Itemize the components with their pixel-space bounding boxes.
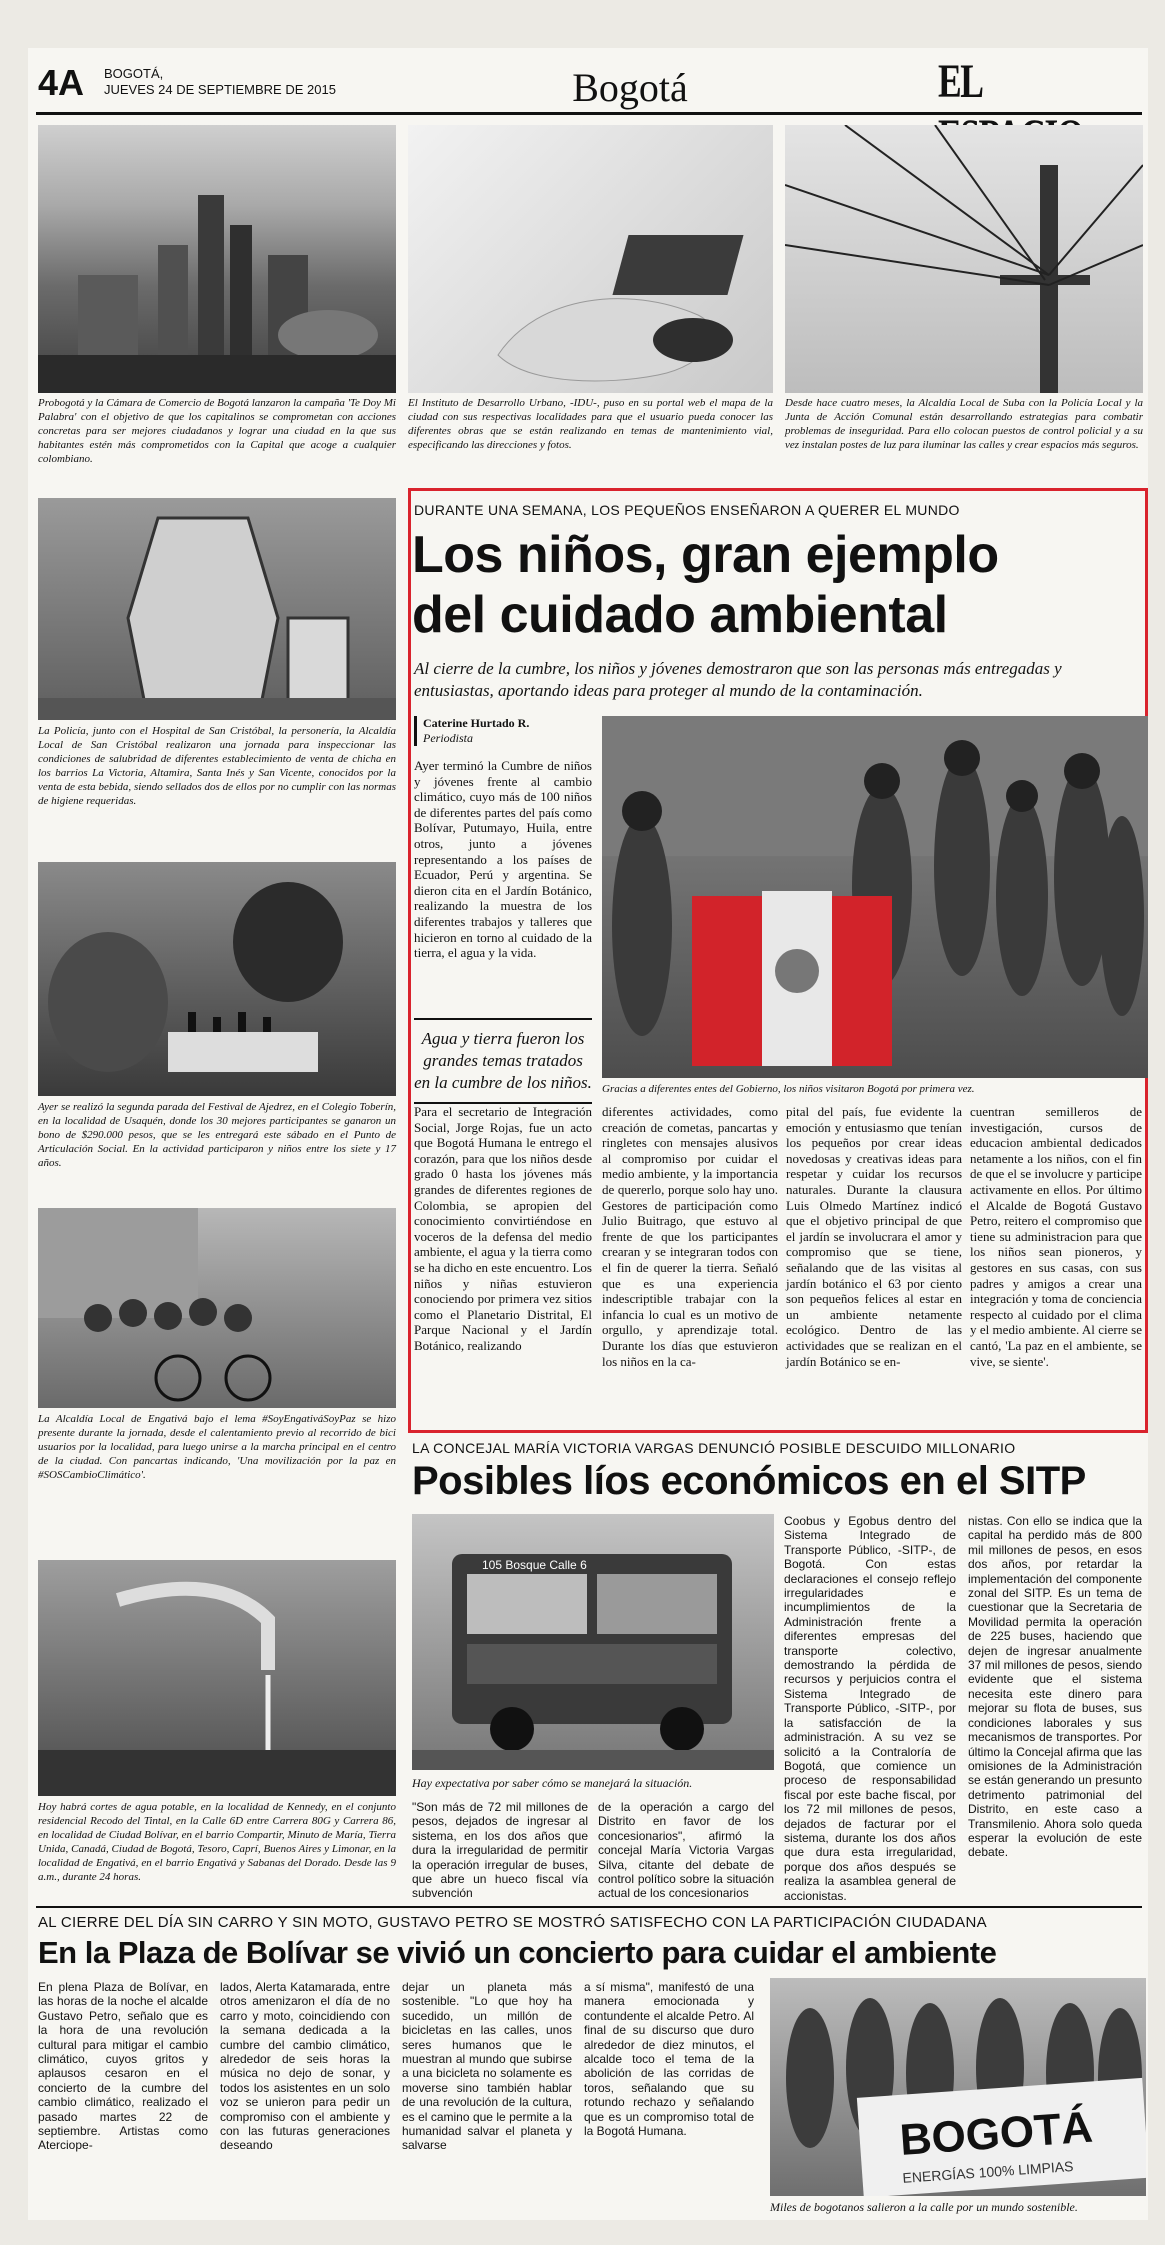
header-rule <box>36 112 1142 115</box>
chicha-jar-photo <box>38 498 396 720</box>
faucet-illustration <box>38 1560 396 1796</box>
sitp-bus-photo <box>412 1514 774 1770</box>
bottom-col-1: En plena Plaza de Bolívar, en las horas de la noche el alcalde Gustavo Petro, señalo que es la hora de una revolución cultural para mitigar el cambio climático, cuyos gritos y aplausos cesaron en el concierto de la cumbre del cambio climático, realizado el pasado martes 22 de septiembre. Artistas como Aterciope- <box>38 1980 208 2153</box>
march-crowd-illustration <box>770 1978 1146 2196</box>
city-skyline-illustration <box>38 125 396 393</box>
banner-big-text: BOGOTÁ <box>898 2102 1095 2165</box>
main-story-col-4: cuentran semilleros de investigación, cursos de educacion ambiental dedicados netamente a los niños, con el fin de que el se involucre y participe activamente en ellos. Por último el Alcalde de Bogotá Gustavo Petro, reitero el compromiso que tiene su administracion para que los niños sean pioneros, y gestores en sus casas, con sus padres y amigos a crear una integración y toma de conciencia respecto al cuidado por el clima y el medio ambiente. Al cierre se cantó, 'La paz en el ambiente, se vive, se siente'. <box>970 1104 1142 1369</box>
main-story-headline-line-1: Los niños, gran ejemplo <box>412 526 999 584</box>
main-story-col-2: diferentes actividades, como creación de cometas, pancartas y ringletes con mensajes alusivos al compromiso por cuidar el medio ambiente, y la importancia de quererlo, porque solo hay uno. Gestores de participación como Julio Buitrago, que estuvo al frente de que los participantes crearan y se integraran todos con el fin de querer la tierra. Señaló que es una experiencia indescriptible trabajar con la infancia lo cual es un motivo de orgullo, y aprendizaje total. Durante los días que estuvieron los niños en la ca- <box>602 1104 778 1369</box>
banner-small-text: ENERGÍAS 100% LIMPIAS <box>901 2157 1074 2186</box>
sitp-photo-caption: Hay expectativa por saber cómo se manejará la situación. <box>412 1776 693 1790</box>
sitp-kicker: LA CONCEJAL MARÍA VICTORIA VARGAS DENUNCIÓ POSIBLE DESCUIDO MILLONARIO <box>412 1440 1016 1456</box>
bottom-col-2: lados, Alerta Katamarada, entre otros amenizaron el día de no carro y moto, coincidiendo con la semana dedicada a la cumbre del cambio climático, alrededor de seis horas la música no dejo de sonar, y todos los asistentes en un solo voz se unieron para pedir un compromiso con el ambiente y con las futuras generaciones deseando <box>220 1980 390 2153</box>
city-aerial-photo <box>38 125 396 393</box>
left-caption-3: La Alcaldía Local de Engativá bajo el lema #SoyEngativáSoyPaz se hizo presente durante la jornada, desde el calentamiento previo al recorrido de bici usuarios por la localidad, para luego unirse a la marcha principal en el centro de la ciudad. Con pancartas indicando, 'Una movilización por la paz en #SOSCambioClimático'. <box>38 1413 396 1481</box>
bottom-headline: En la Plaza de Bolívar se vivió un concierto para cuidar el ambiente <box>38 1935 997 1970</box>
chess-festival-photo <box>38 862 396 1096</box>
dateline-city: BOGOTÁ, <box>104 66 164 81</box>
section-title: Bogotá <box>572 65 688 110</box>
bicycle-group-illustration <box>38 1208 396 1408</box>
hand-mouse-illustration <box>408 125 773 393</box>
main-story-col-1b: Para el secretario de Integración Social, Jorge Rojas, fue un acto que Bogotá Humana le entrego el corazón, para que los niños desde grado 0 hasta los jóvenes más grandes de diferentes regiones de Colombia, se apropien del conocimiento convirtiéndose en voceros de la defensa del medio ambiente, el agua y la tierra como se ha dicho en este encuentro. Los niños y niñas estuvieron conociendo por primera vez sitios como el Planetario Distrital, El Parque Nacional y el Jardín Botánico, realizando <box>414 1104 592 1353</box>
children-with-flag-illustration <box>602 716 1148 1078</box>
left-caption-2: Ayer se realizó la segunda parada del Festival de Ajedrez, en el Colegio Toberín, en la localidad de Usaquén, donde los 30 mejores participantes se ganaron un bono de $290.000 pesos, que se les entregará este sábado en el Punto de Articulación Social. En la actividad participaron y niños entre los siete y 17 años. <box>38 1101 396 1169</box>
flag-red-band-left <box>692 896 762 1066</box>
masthead-logo: EL <box>938 55 981 108</box>
chess-players-illustration <box>38 862 396 1096</box>
top-caption-3: Desde hace cuatro meses, la Alcaldía Local de Suba con la Policía Local y la Junta de Acción Comunal están desarrollando estrategias para combatir problemas de inseguridad. Para ello colocan puestos de control policial y a su vez instalan postes de luz para iluminar las calles y crear espacios más seguros. <box>785 397 1143 451</box>
page-number: 4A <box>38 62 85 103</box>
main-story-kicker: DURANTE UNA SEMANA, LOS PEQUEÑOS ENSEÑARON A QUERER EL MUNDO <box>414 502 960 518</box>
main-photo-caption: Gracias a diferentes entes del Gobierno, los niños visitaron Bogotá por primera vez. <box>602 1083 975 1095</box>
top-caption-1: Probogotá y la Cámara de Comercio de Bogotá lanzaron la campaña 'Te Doy Mi Palabra' con el objetivo de que los capitalinos se comprometan con acciones concretas para ser mejores ciudadanos y lograr una ciudad en la que sus habitantes estén más comprometidos con la Capital que acoge a cualquier colombiano. <box>38 397 396 465</box>
main-story-pullquote: Agua y tierra fueron los grandes temas tratados en la cumbre de los niños. <box>414 1018 592 1104</box>
main-story-deck: Al cierre de la cumbre, los niños y jóvenes demostraron que son las personas más entregadas y entusiastas, aportando ideas para proteger al mundo de la contaminación. <box>414 659 1062 700</box>
bottom-col-3: dejar un planeta más sostenible. "Lo que hoy ha sucedido, un millón de bicicletas en las calles, unos seres humanos que le muestran al mundo que subirse a una bicicleta no solamente es moverse sino también hablar de una revolución de la cultura, es el camino que le permite a la humanidad salvar el planeta y salvarse <box>402 1980 572 2153</box>
cyclists-group-photo <box>38 1208 396 1408</box>
left-caption-4: Hoy habrá cortes de agua potable, en la localidad de Kennedy, en el conjunto residencial Recodo del Tintal, en la Calle 6D entre Carrera 80G y Carrera 86, en localidad de Ciudad Bolívar, en el barrio Compartir, Minuto de María, Tierra Unida, Canadá, Ciudad de Bogotá, Tesoro, Caprí, Buenos Aires y Limonar, en la localidad de Engativá, en el barrio Engativá y Sabanas del Dorado. Desde las 9 a.m., durante 24 horas. <box>38 1801 396 1883</box>
dateline-date: JUEVES 24 DE SEPTIEMBRE DE 2015 <box>104 82 336 97</box>
bottom-col-4: a sí misma", manifestó de una manera emocionada y contundente el alcalde Petro. Al final de su discurso que duro alrededor de diez minutos, el alcalde toco el tema de la abolición de las corridas de toros, señalando que su rotundo rechazo y señalando que es un compromiso total de la Bogotá Humana. <box>584 1980 754 2139</box>
main-story-headline-line-2: del cuidado ambiental <box>412 586 948 644</box>
children-flag-photo <box>602 716 1148 1078</box>
sitp-col-1: "Son más de 72 mil millones de pesos, dejados de ingresar al sistema, en los dos años que dura la irregularidad de permitir la operación irregular de buses, que abre un hueco fiscal vía subvención <box>412 1800 588 1901</box>
bus-illustration <box>412 1514 774 1770</box>
sitp-col-2: de la operación a cargo del Distrito en favor de los concesionarios", afirmó la concejal María Victoria Vargas Silva, citante del debate de control político sobre la situación actual de los concesionarios <box>598 1800 774 1901</box>
author-name: Caterine Hurtado R. <box>423 716 530 730</box>
top-caption-2: El Instituto de Desarrollo Urbano, -IDU-, puso en su portal web el mapa de la ciudad con sus respectivas localidades para que el usuario pueda conocer las diferentes obras que se están realizando en temas de mantenimiento vial, especificando las direcciones y fotos. <box>408 397 773 451</box>
power-lines-illustration <box>785 125 1143 393</box>
bottom-photo-caption: Miles de bogotanos salieron a la calle por un mundo sostenible. <box>770 2200 1078 2214</box>
bus-route-sign: 105 Bosque Calle 6 <box>482 1558 587 1572</box>
flag-red-band-right <box>832 896 892 1066</box>
sitp-col-4: nistas. Con ello se indica que la capital ha perdido más de 800 mil millones de pesos, en esos dos años, por retardar la implementación del componente zonal del SITP. Es un tema de cuestionar que la Secretaria de Movilidad permita la operación de 225 buses, haciendo que dejen de ingresar anualmente 37 mil millones de pesos, siendo evidente que el sistema necesita este dinero para mejorar su flota de buses, sus condiciones laborales y sus mecanismos de transportes. Por último la Concejal afirma que las omisiones de la Administración se están generando un presunto detrimento patrimonial del Distrito, en este caso a Transmilenio. Ahora solo queda esperar la evolución de este debate. <box>968 1514 1142 1860</box>
power-pole-photo <box>785 125 1143 393</box>
bottom-kicker: AL CIERRE DEL DÍA SIN CARRO Y SIN MOTO, GUSTAVO PETRO SE MOSTRÓ SATISFECHO CON LA PARTICIPACIÓN CIUDADANA <box>38 1914 987 1931</box>
left-caption-1: La Policía, junto con el Hospital de San Cristóbal, la personería, la Alcaldía Local de San Cristóbal realizaron una jornada para inspeccionar las condiciones de salubridad de diferentes establecimiento de venta de chicha en los barrios La Victoria, Altamira, Santa Inés y San Vicente, conocidos por la venta de esta bebida, siendo sellados dos de ellos por no cumplir con las normas de higiene requeridas. <box>38 725 396 807</box>
bogota-march-photo <box>770 1978 1146 2196</box>
main-story-col-1: Ayer terminó la Cumbre de niños y jóvenes frente al cambio climático, cuyo más de 100 niños de diferentes partes del país como Bolívar, Putumayo, Huila, entre otros, junto a jóvenes representando a los países de Ecuador, Perú y argentina. Se dieron cita en el Jardín Botánico, realizando la muestra de los diferentes trabajos y talleres que hicieron en torno al cuidado de la tierra, el agua y la vida. <box>414 758 592 961</box>
author-block <box>414 716 603 746</box>
jar-glass-illustration <box>38 498 396 720</box>
water-faucet-photo <box>38 1560 396 1796</box>
dateline <box>104 66 336 98</box>
sitp-col-3: Coobus y Egobus dentro del Sistema Integrado de Transporte Público, -SITP-, de Bogotá. Con estas declaraciones el consejo reflejo irregularidades e incumplimientos de la Administración frente a diferentes empresas del transporte colectivo, demostrando la pérdida de recursos y perjuicios contra el Sistema Integrado de Transporte Público, -SITP-, por la satisfacción de la administración. A su vez se solicitó a la Contraloría de Bogotá, que comience un proceso de responsabilidad fiscal por este bache fiscal, por los 72 mil millones de pesos, dejados de facturar por el sistema, durante los dos años que dura esta irregularidad, porque dos años después se realiza la asamblea general de accionistas. <box>784 1514 956 1903</box>
sitp-headline: Posibles líos económicos en el SITP <box>412 1459 1086 1503</box>
author-role: Periodista <box>423 731 473 745</box>
computer-mouse-photo <box>408 125 773 393</box>
bottom-section-rule <box>36 1906 1142 1908</box>
main-story-col-3: pital del país, fue evidente la emoción y entusiasmo que tenían los pequeños por crear ideas novedosas y creativas ideas para respetar y cuidar los recursos naturales. Durante la clausura Luis Olmedo Martínez indicó que el objetivo principal de que el jardín se involucrara el amor y compromiso que se tiene, señalando que de las visitas al jardín botánico el 63 por ciento son pequeños felices al estar en un ambiente netamente ecológico. Dentro de las actividades que se realizan en el jardín Botánico se en- <box>786 1104 962 1369</box>
